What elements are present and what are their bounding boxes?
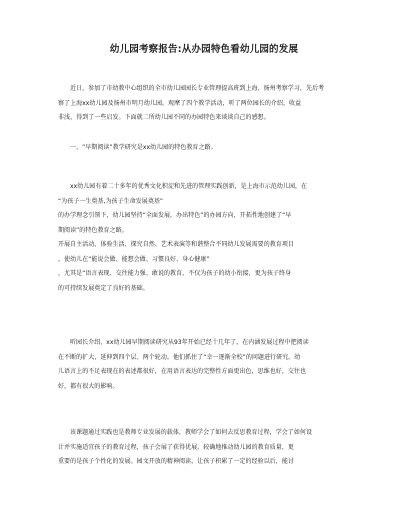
text-line: 开展自主活动、体验生活、探究自然、艺术表演等和谐整合不同幼儿发展需要的教育项目: [58, 241, 294, 248]
text-line: 近日，参加了市幼教中心组织的全市幼儿园园长专业管理提高班到上海、扬州考察学习，先后考: [70, 85, 325, 92]
text-line: ，尤其是“语言表现、交往能力强、敢说的教育，不仅为孩子的幼小衔接，更为孩子终身: [58, 270, 292, 277]
text-line: 儿语言上的不足表现在的表述都很好，在用语言表达的完整性方面更出色，思维也好，交往也: [58, 368, 307, 375]
section-heading: [58, 141, 364, 156]
text-line: 重要的是孩子个性化的发展。园文开放的精神阅读，让孩子积累了一定的经验以后，能讨: [58, 458, 294, 465]
text-line: 好，都有很大的影响。: [58, 382, 119, 390]
text-line: 该课题通过实践也是教师专业发展的载体，教师学会了如何去反思教育过程，学会了如何设: [70, 429, 313, 436]
text-line: 的办学理念引领下，幼儿园坚持“全面发展，办出特色”的办园方向，开拓性地创建了“早: [58, 212, 292, 219]
text-line: xx幼儿园有着二十多年的优秀文化积淀和先进的管理实践创新，是上海市示范幼儿园，在: [70, 183, 308, 190]
document-title: 幼儿园考察报告:从办园特色看幼儿园的发展: [109, 44, 299, 55]
paragraph-school-intro: [58, 180, 364, 296]
paragraph-teacher-development: [58, 426, 364, 470]
paragraph-intro: [58, 82, 364, 126]
text-line: 在不断的扩大，延伸到四个层、两个轮动。他们抓住了“幸一逐渐全校”的问题进行研究。幼: [58, 353, 301, 361]
text-line: “为孩子一生奠基,为孩子生命发展奠基”: [58, 197, 164, 205]
text-line: 计并实施适宜孩子的教育过程，孩子会展了获得优展，较确地推动幼儿园的教育质量，更: [58, 443, 294, 451]
text-line: 期阅读”的特色教育之路。: [58, 226, 128, 234]
text-line: 一、“早期阅读”教学研究是xx幼儿园的特色教育之路。: [70, 144, 217, 151]
text-line: 非浅，得到了一些启发。下面就二所幼儿园不同的办园特色来谈谈自己的感想。: [58, 114, 270, 121]
text-line: 听园长介绍，xx幼儿园早期阅读研究从93年开始已经十几年了，在内涵发展过程中把阅读: [70, 339, 309, 346]
text-line: 的可持续发展奠定了良好的基础。: [58, 284, 149, 292]
text-line: 察了上海xx幼儿园及扬州市明月幼儿园。观摩了四个教学活动，听了两位园长的介绍，收益: [58, 99, 302, 107]
text-line: ，使幼儿在“能说会做、能想会做、习惯良好、身心健康”: [58, 255, 210, 263]
paragraph-reading-research: [58, 336, 364, 394]
